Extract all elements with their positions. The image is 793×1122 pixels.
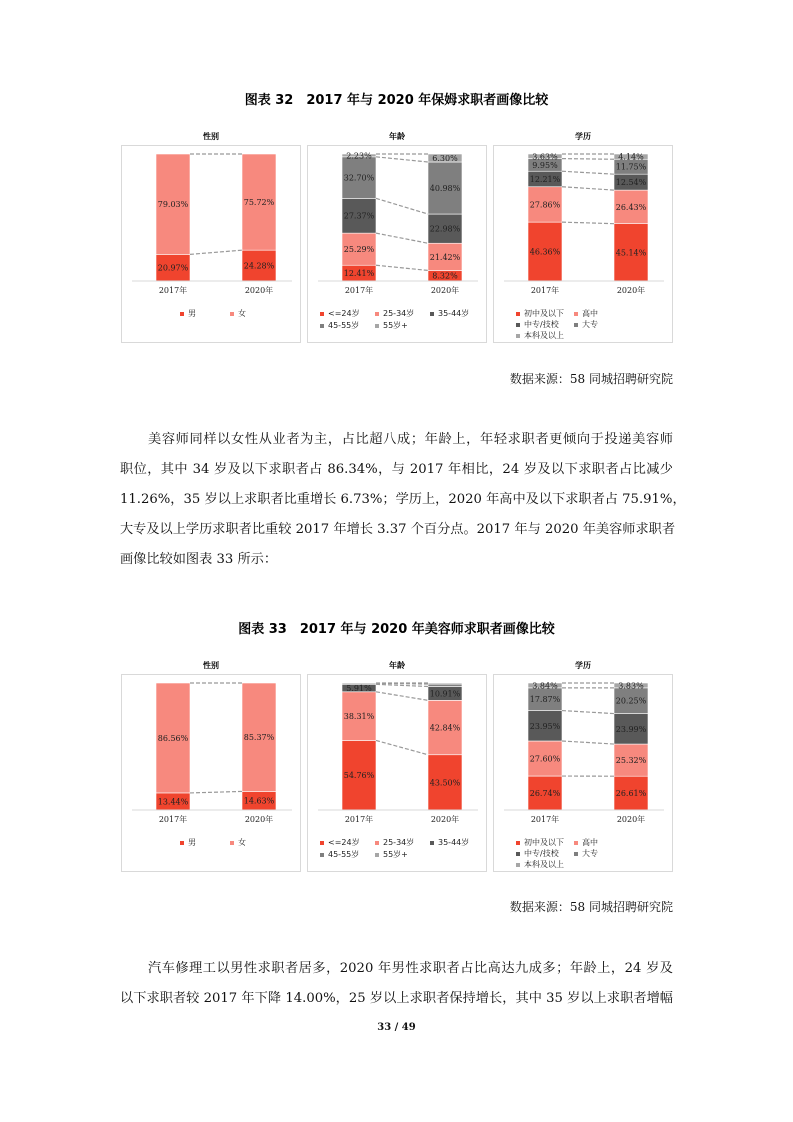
category-label: 2017年 [530, 815, 560, 824]
legend-label: 高中 [582, 309, 598, 318]
category-label: 2017年 [530, 286, 560, 295]
data-label: 27.86% [529, 200, 561, 210]
chart-legend [122, 835, 302, 871]
chart-title: 性别 [203, 132, 219, 141]
chart-fig32-age [307, 132, 487, 343]
legend-swatch [320, 841, 324, 845]
legend-swatch [574, 323, 578, 327]
legend-item [574, 319, 598, 330]
connector-line [190, 250, 242, 254]
figure-32-source: 数据来源：58 同城招聘研究院 [509, 372, 673, 386]
legend-swatch [375, 312, 379, 316]
legend-label: 高中 [582, 838, 598, 847]
figure-32-title: 图表 32 2017 年与 2020 年保姆求职者画像比较 [244, 93, 549, 108]
paragraph-line: 以下求职者较 2017 年下降 14.00%，25 岁以上求职者保持增长，其中 35 岁以上求职者增幅 [120, 991, 673, 1006]
connector-line [562, 187, 614, 190]
category-label: 2017年 [344, 815, 374, 824]
chart-title: 学历 [575, 132, 591, 141]
chart-legend [494, 306, 674, 342]
data-label: 3.83% [618, 681, 644, 691]
legend-item [180, 308, 196, 319]
data-label: 86.56% [157, 733, 189, 743]
chart-fig33-edu [493, 661, 673, 872]
legend-label: 本科及以上 [524, 331, 564, 340]
legend-swatch [375, 841, 379, 845]
chart-fig32-edu [493, 132, 673, 343]
data-label: 12.54% [615, 178, 647, 188]
data-label: 27.37% [343, 211, 375, 221]
connector-line [376, 740, 428, 754]
chart-fig32-gender [121, 132, 301, 343]
legend-label: 中专/技校 [524, 320, 559, 329]
legend-swatch [574, 852, 578, 856]
legend-swatch [574, 841, 578, 845]
chart-plot [494, 675, 674, 825]
data-label: 3.63% [532, 152, 558, 162]
legend-item [320, 849, 359, 860]
chart-title: 性别 [203, 661, 219, 670]
connector-line [376, 265, 428, 270]
legend-swatch [516, 312, 520, 316]
legend-item [320, 837, 360, 848]
legend-swatch [375, 324, 379, 328]
bar-segment [428, 683, 462, 684]
figure-33-title: 图表 33 2017 年与 2020 年美容师求职者画像比较 [238, 622, 555, 637]
bar-segment [428, 684, 462, 686]
legend-item [516, 319, 559, 330]
legend-item [516, 837, 564, 848]
connector-line [376, 692, 428, 701]
category-label: 2020年 [430, 286, 460, 295]
legend-item [516, 859, 564, 870]
data-label: 12.41% [343, 269, 375, 279]
legend-item [430, 837, 469, 848]
chart-legend [308, 306, 488, 342]
legend-item [320, 320, 359, 331]
paragraph-line: 11.26%，35 岁以上求职者比重增长 6.73%；学历上，2020 年高中及以下求职者占 75.91%， [120, 492, 686, 507]
paragraph-1 [120, 425, 686, 575]
legend-swatch [516, 334, 520, 338]
connector-line [562, 711, 614, 714]
legend-item [516, 848, 559, 859]
paragraph-line: 大专及以上学历求职者比重较 2017 年增长 3.37 个百分点。2017 年与 2020 年美容师求职者 [120, 522, 676, 537]
legend-label: 男 [188, 838, 196, 847]
data-label: 10.91% [429, 689, 461, 699]
connector-line [562, 171, 614, 174]
legend-label: 35-44岁 [438, 838, 470, 847]
legend-swatch [574, 312, 578, 316]
legend-swatch [430, 312, 434, 316]
legend-item [574, 308, 598, 319]
category-label: 2020年 [244, 815, 274, 824]
category-label: 2020年 [616, 815, 646, 824]
data-label: 85.37% [243, 733, 275, 743]
legend-label: 25-34岁 [383, 309, 415, 318]
legend-item [574, 837, 598, 848]
data-label: 46.36% [529, 247, 561, 257]
legend-swatch [320, 312, 324, 316]
legend-label: 女 [238, 309, 246, 318]
data-label: 4.14% [618, 152, 644, 162]
legend-swatch [320, 324, 324, 328]
legend-label: 55岁+ [383, 850, 408, 859]
category-label: 2020年 [616, 286, 646, 295]
category-label: 2017年 [344, 286, 374, 295]
connector-line [190, 791, 242, 793]
category-label: 2020年 [244, 286, 274, 295]
legend-label: 35-44岁 [438, 309, 470, 318]
legend-label: 本科及以上 [524, 860, 564, 869]
connector-line [562, 222, 614, 224]
chart-fig33-age [307, 661, 487, 872]
data-label: 6.30% [432, 154, 458, 164]
data-label: 25.32% [615, 756, 647, 766]
legend-swatch [230, 841, 234, 845]
legend-label: 中专/技校 [524, 849, 559, 858]
data-label: 25.29% [343, 245, 375, 255]
connector-line [562, 159, 614, 160]
data-label: 43.50% [429, 778, 461, 788]
data-label: 14.63% [243, 796, 275, 806]
data-label: 40.98% [429, 184, 461, 194]
data-label: 32.70% [343, 173, 375, 183]
legend-label: 45-55岁 [328, 850, 360, 859]
legend-swatch [375, 853, 379, 857]
legend-swatch [180, 841, 184, 845]
data-label: 23.99% [615, 724, 647, 734]
data-label: 26.43% [615, 202, 647, 212]
data-label: 75.72% [243, 198, 275, 208]
chart-plot [122, 146, 302, 296]
legend-swatch [230, 312, 234, 316]
legend-item [430, 308, 469, 319]
category-label: 2017年 [158, 815, 188, 824]
legend-label: <=24岁 [328, 838, 360, 847]
data-label: 23.95% [529, 721, 561, 731]
legend-label: 女 [238, 838, 246, 847]
legend-item [375, 308, 414, 319]
data-label: 42.84% [429, 723, 461, 733]
chart-fig33-gender [121, 661, 301, 872]
data-label: 22.98% [429, 224, 461, 234]
legend-label: 大专 [582, 320, 598, 329]
data-label: 12.21% [529, 174, 561, 184]
legend-swatch [516, 323, 520, 327]
data-label: 27.60% [529, 754, 561, 764]
legend-item [320, 308, 360, 319]
data-label: 21.42% [429, 252, 461, 262]
legend-swatch [430, 841, 434, 845]
paragraph-line: 职位，其中 34 岁及以下求职者占 86.34%，与 2017 年相比，24 岁及以下求职者占比减少 [120, 462, 673, 477]
chart-plot [122, 675, 302, 825]
connector-line [376, 157, 428, 162]
chart-legend [494, 835, 674, 871]
data-label: 45.14% [615, 248, 647, 258]
data-label: 24.28% [243, 261, 275, 271]
paragraph-line: 汽车修理工以男性求职者居多，2020 年男性求职者占比高达九成多；年龄上，24 岁及 [148, 961, 673, 976]
data-label: 17.87% [529, 695, 561, 705]
paragraph-line: 画像比较如图表 33 所示： [120, 552, 278, 567]
paragraph-line: 美容师同样以女性从业者为主，占比超八成；年龄上，年轻求职者更倾向于投递美容师 [148, 432, 673, 447]
legend-item [516, 308, 564, 319]
chart-title: 年龄 [389, 661, 405, 670]
chart-title: 学历 [575, 661, 591, 670]
data-label: 26.74% [529, 789, 561, 799]
data-label: 13.44% [157, 797, 189, 807]
legend-item [230, 308, 246, 319]
legend-label: 男 [188, 309, 196, 318]
legend-label: 初中及以下 [524, 838, 564, 847]
data-label: 2.23% [346, 151, 372, 161]
chart-legend [308, 835, 488, 871]
legend-swatch [180, 312, 184, 316]
legend-swatch [516, 863, 520, 867]
data-label: 11.75% [615, 162, 647, 172]
legend-label: 25-34岁 [383, 838, 415, 847]
chart-plot [308, 675, 488, 825]
data-label: 20.97% [157, 263, 189, 273]
legend-swatch [516, 841, 520, 845]
paragraph-2 [120, 954, 673, 1014]
data-label: 38.31% [343, 712, 375, 722]
data-label: 8.32% [432, 271, 458, 281]
chart-title: 年龄 [389, 132, 405, 141]
legend-label: 55岁+ [383, 321, 408, 330]
legend-item [574, 848, 598, 859]
legend-swatch [516, 852, 520, 856]
category-label: 2017年 [158, 286, 188, 295]
legend-label: 初中及以下 [524, 309, 564, 318]
data-label: 20.25% [615, 696, 647, 706]
category-label: 2020年 [430, 815, 460, 824]
figure-33-source: 数据来源：58 同城招聘研究院 [509, 900, 673, 914]
connector-line [376, 684, 428, 686]
legend-item [375, 849, 408, 860]
legend-item [230, 837, 246, 848]
data-label: 9.95% [532, 160, 558, 170]
data-label: 54.76% [343, 771, 375, 781]
data-label: 26.61% [615, 789, 647, 799]
legend-label: <=24岁 [328, 309, 360, 318]
page-number: 33 / 49 [377, 1022, 416, 1033]
data-label: 5.91% [346, 684, 372, 694]
legend-item [375, 837, 414, 848]
chart-legend [122, 306, 302, 342]
legend-item [375, 320, 408, 331]
data-label: 3.84% [532, 681, 558, 691]
legend-label: 45-55岁 [328, 321, 360, 330]
legend-swatch [320, 853, 324, 857]
legend-label: 大专 [582, 849, 598, 858]
connector-line [562, 741, 614, 744]
data-label: 79.03% [157, 200, 189, 210]
connector-line [376, 198, 428, 214]
legend-item [180, 837, 196, 848]
legend-item [516, 330, 564, 341]
chart-plot [308, 146, 488, 296]
chart-plot [494, 146, 674, 296]
connector-line [376, 233, 428, 243]
